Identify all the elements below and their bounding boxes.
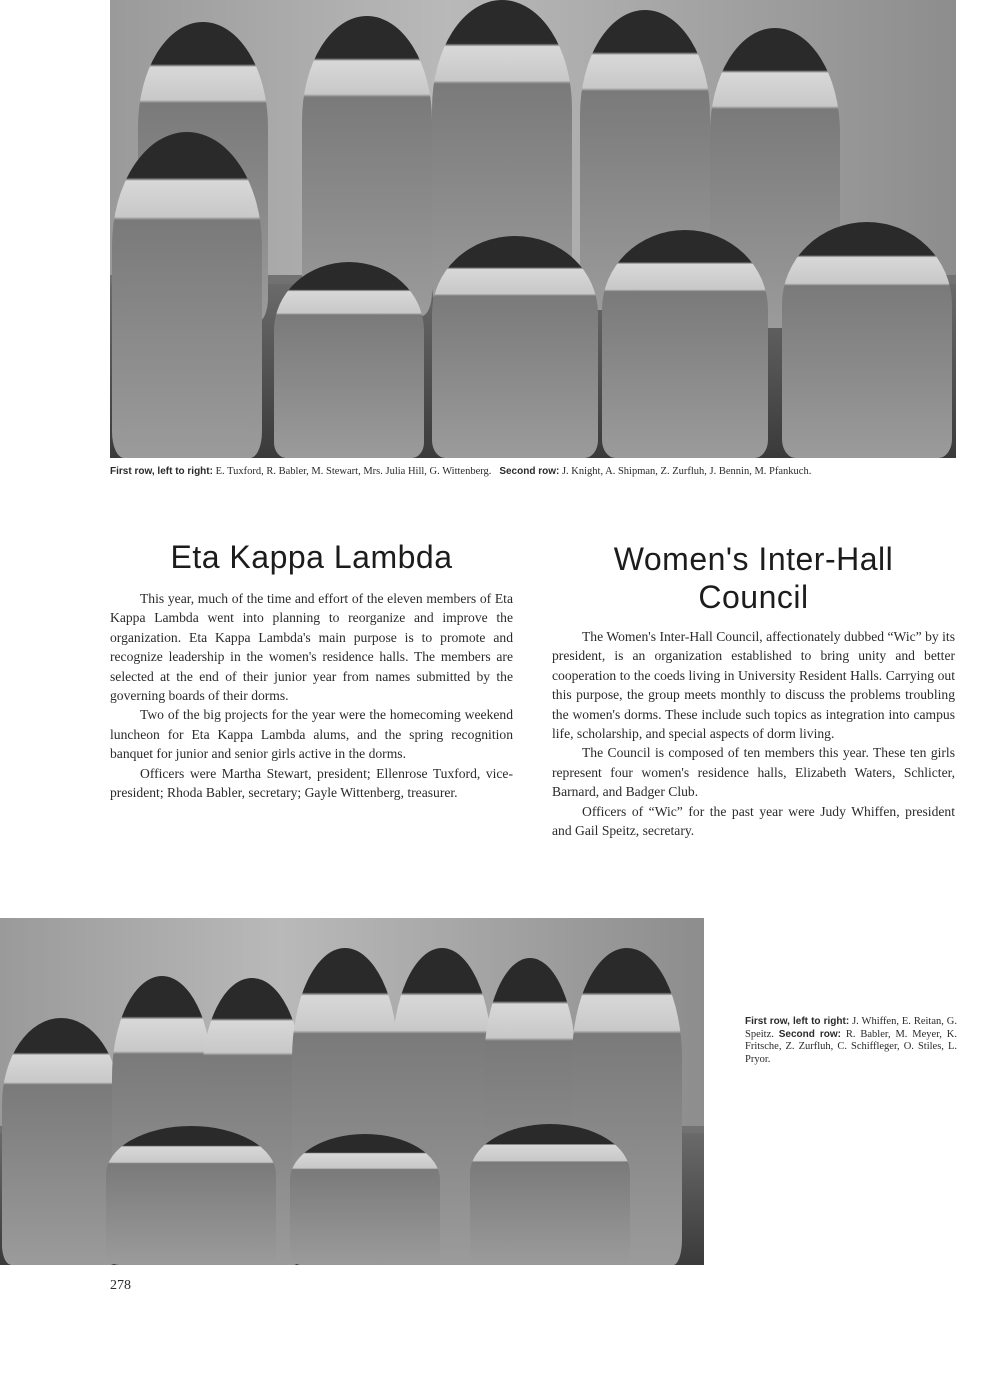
bottom-photo-caption <box>745 1016 957 1066</box>
body-paragraph: The Women's Inter-Hall Council, affectionately dubbed “Wic” by its president, is an organization established to bring unity and better cooperation to the coeds living in University Resident Halls. Carrying out this purpose, the group meets monthly to discuss the problems troubling the women's dorms. These include such topics as integration into campus life, scholarship, and special aspects of dorm living. <box>552 629 955 742</box>
body-paragraph: Two of the big projects for the year were the homecoming weekend luncheon for Eta Kappa Lambda alums, and the spring recognition banquet for junior and senior girls active in the dorms. <box>110 707 513 762</box>
eta-kappa-lambda-group-photo <box>110 0 956 458</box>
body-paragraph: The Council is composed of ten members this year. These ten girls represent four women's residence halls, Elizabeth Waters, Schlicter, Barnard, and Badger Club. <box>552 745 955 800</box>
body-paragraph: Officers of “Wic” for the past year were Judy Whiffen, president and Gail Speitz, secretary. <box>552 803 955 839</box>
caption-names: R. Babler, M. Meyer, K. Fritsche, Z. Zurfluh, C. Schiffleger, O. Stiles, L. Pryor. <box>745 1028 957 1065</box>
caption-names: J. Whiffen, E. Reitan, G. Speitz. <box>745 1016 958 1040</box>
eta-kappa-lambda-body <box>110 589 513 802</box>
person-figure <box>2 1018 120 1265</box>
person-figure <box>106 1126 276 1265</box>
caption-names: E. Tuxford, R. Babler, M. Stewart, Mrs. Julia Hill, G. Wittenberg. <box>215 466 492 477</box>
person-figure <box>274 262 424 458</box>
caption-label: Second row: <box>778 1028 842 1040</box>
person-figure <box>470 1124 630 1265</box>
body-paragraph: Officers were Martha Stewart, president; Ellenrose Tuxford, vice-president; Rhoda Babler, secretary; Gayle Wittenberg, treasurer. <box>110 765 513 801</box>
eta-kappa-lambda-heading: Eta Kappa Lambda <box>170 539 453 575</box>
person-figure <box>602 230 768 458</box>
page-number: 278 <box>110 1278 131 1293</box>
person-figure <box>290 1134 440 1265</box>
heading-line: Women's Inter-Hall <box>613 541 894 577</box>
caption-label: First row, left to right: <box>110 466 213 477</box>
womens-inter-hall-council-heading <box>552 540 955 616</box>
caption-label: Second row: <box>499 466 560 477</box>
heading-line: Council <box>698 579 809 615</box>
caption-names: J. Knight, A. Shipman, Z. Zurfluh, J. Bennin, M. Pfankuch. <box>561 466 812 477</box>
person-figure <box>432 236 598 458</box>
top-photo-caption <box>110 465 958 478</box>
person-figure <box>112 132 262 458</box>
person-figure <box>782 222 952 458</box>
womens-inter-hall-council-group-photo <box>0 918 704 1265</box>
caption-label: First row, left to right: <box>745 1016 850 1027</box>
body-paragraph: This year, much of the time and effort of the eleven members of Eta Kappa Lambda went into planning to reorganize and improve the organization. Eta Kappa Lambda's main purpose is to promote and recognize leadership in the women's residence halls. The members are selected at the end of their junior year from names submitted by the governing boards of their dorms. <box>110 591 513 704</box>
womens-inter-hall-council-body <box>552 627 955 840</box>
